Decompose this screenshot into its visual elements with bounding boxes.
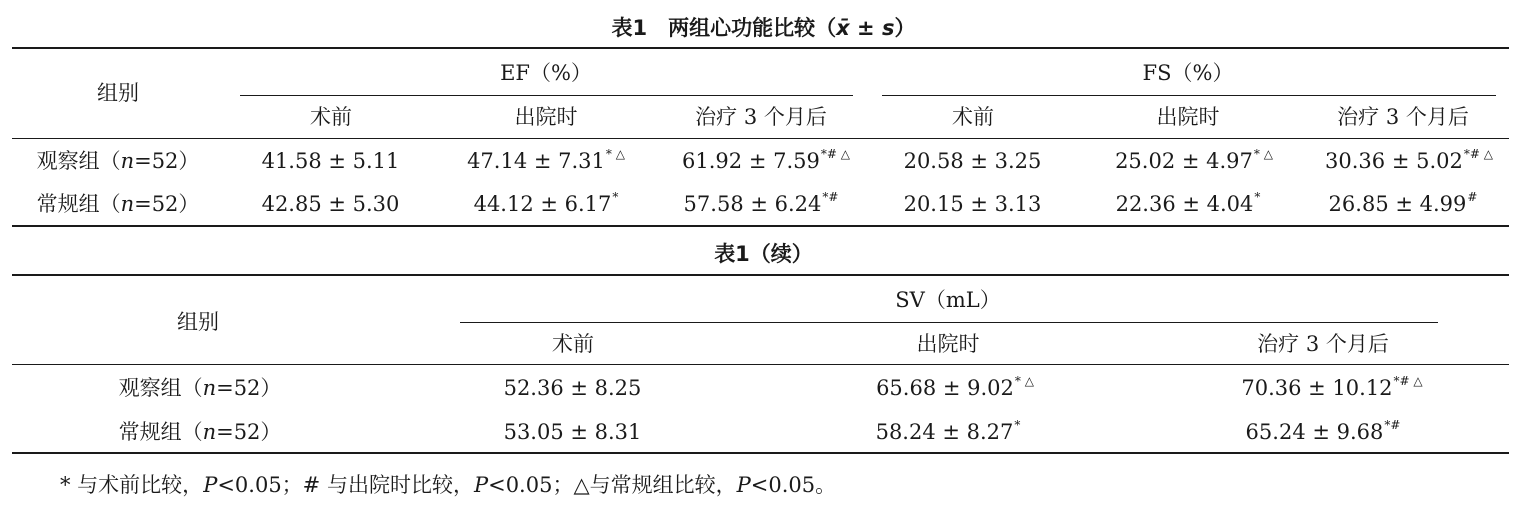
table-cell: 22.36 ± 4.04* bbox=[1115, 190, 1261, 216]
sv-span-rule bbox=[460, 322, 1438, 323]
table-title: 表1 两组心功能比较（x̄ ± s） bbox=[611, 16, 916, 40]
footnote: * 与术前比较，P<0.05；# 与出院时比较，P<0.05；△与常规组比较，P<0.05。 bbox=[60, 473, 837, 497]
table-row-group: 常规组（n=52） bbox=[118, 420, 282, 444]
fs-sub-header-discharge: 出院时 bbox=[1156, 105, 1220, 129]
table-cell: 61.92 ± 7.59*# △ bbox=[682, 147, 850, 173]
table-cell: 70.36 ± 10.12*# △ bbox=[1241, 374, 1423, 400]
header-rule-continued bbox=[12, 364, 1509, 365]
header-rule bbox=[12, 138, 1509, 139]
ef-header: EF（%） bbox=[500, 61, 592, 85]
fs-sub-header-3m: 治疗 3 个月后 bbox=[1337, 105, 1469, 129]
fs-header: FS（%） bbox=[1142, 61, 1234, 85]
table-row-group: 观察组（n=52） bbox=[36, 149, 200, 173]
table-cell: 20.58 ± 3.25 bbox=[903, 149, 1042, 173]
table-cell: 65.24 ± 9.68*# bbox=[1245, 418, 1401, 444]
table-cell: 30.36 ± 5.02*# △ bbox=[1325, 147, 1493, 173]
sv-sub-header-3m: 治疗 3 个月后 bbox=[1257, 332, 1389, 356]
table-cell: 65.68 ± 9.02* △ bbox=[876, 374, 1034, 400]
table-cell: 58.24 ± 8.27* bbox=[875, 418, 1021, 444]
ef-sub-header-discharge: 出院时 bbox=[514, 105, 578, 129]
bottom-rule bbox=[12, 225, 1509, 227]
bottom-rule-continued bbox=[12, 452, 1509, 454]
table-cell: 57.58 ± 6.24*# bbox=[683, 190, 839, 216]
ef-sub-header-pre: 术前 bbox=[310, 105, 352, 129]
top-rule bbox=[12, 47, 1509, 49]
table-cell: 42.85 ± 5.30 bbox=[261, 192, 400, 216]
table-cell: 52.36 ± 8.25 bbox=[503, 376, 642, 400]
table-row-group: 常规组（n=52） bbox=[36, 192, 200, 216]
group-header: 组别 bbox=[177, 310, 219, 334]
table-cell: 41.58 ± 5.11 bbox=[261, 149, 400, 173]
fs-span-rule bbox=[882, 95, 1496, 96]
group-header: 组别 bbox=[97, 81, 139, 105]
ef-span-rule bbox=[240, 95, 853, 96]
table-cell: 25.02 ± 4.97* △ bbox=[1115, 147, 1273, 173]
sv-sub-header-discharge: 出院时 bbox=[916, 332, 980, 356]
top-rule-continued bbox=[12, 274, 1509, 276]
table-cell: 20.15 ± 3.13 bbox=[903, 192, 1042, 216]
table-cell: 53.05 ± 8.31 bbox=[503, 420, 642, 444]
table-cell: 44.12 ± 6.17* bbox=[473, 190, 619, 216]
table-cell: 47.14 ± 7.31* △ bbox=[467, 147, 625, 173]
sv-header: SV（mL） bbox=[895, 288, 1001, 312]
table-cell: 26.85 ± 4.99# bbox=[1328, 190, 1478, 216]
ef-sub-header-3m: 治疗 3 个月后 bbox=[695, 105, 827, 129]
sv-sub-header-pre: 术前 bbox=[552, 332, 594, 356]
table-row-group: 观察组（n=52） bbox=[118, 376, 282, 400]
table-title-continued: 表1（续） bbox=[714, 242, 813, 266]
fs-sub-header-pre: 术前 bbox=[952, 105, 994, 129]
